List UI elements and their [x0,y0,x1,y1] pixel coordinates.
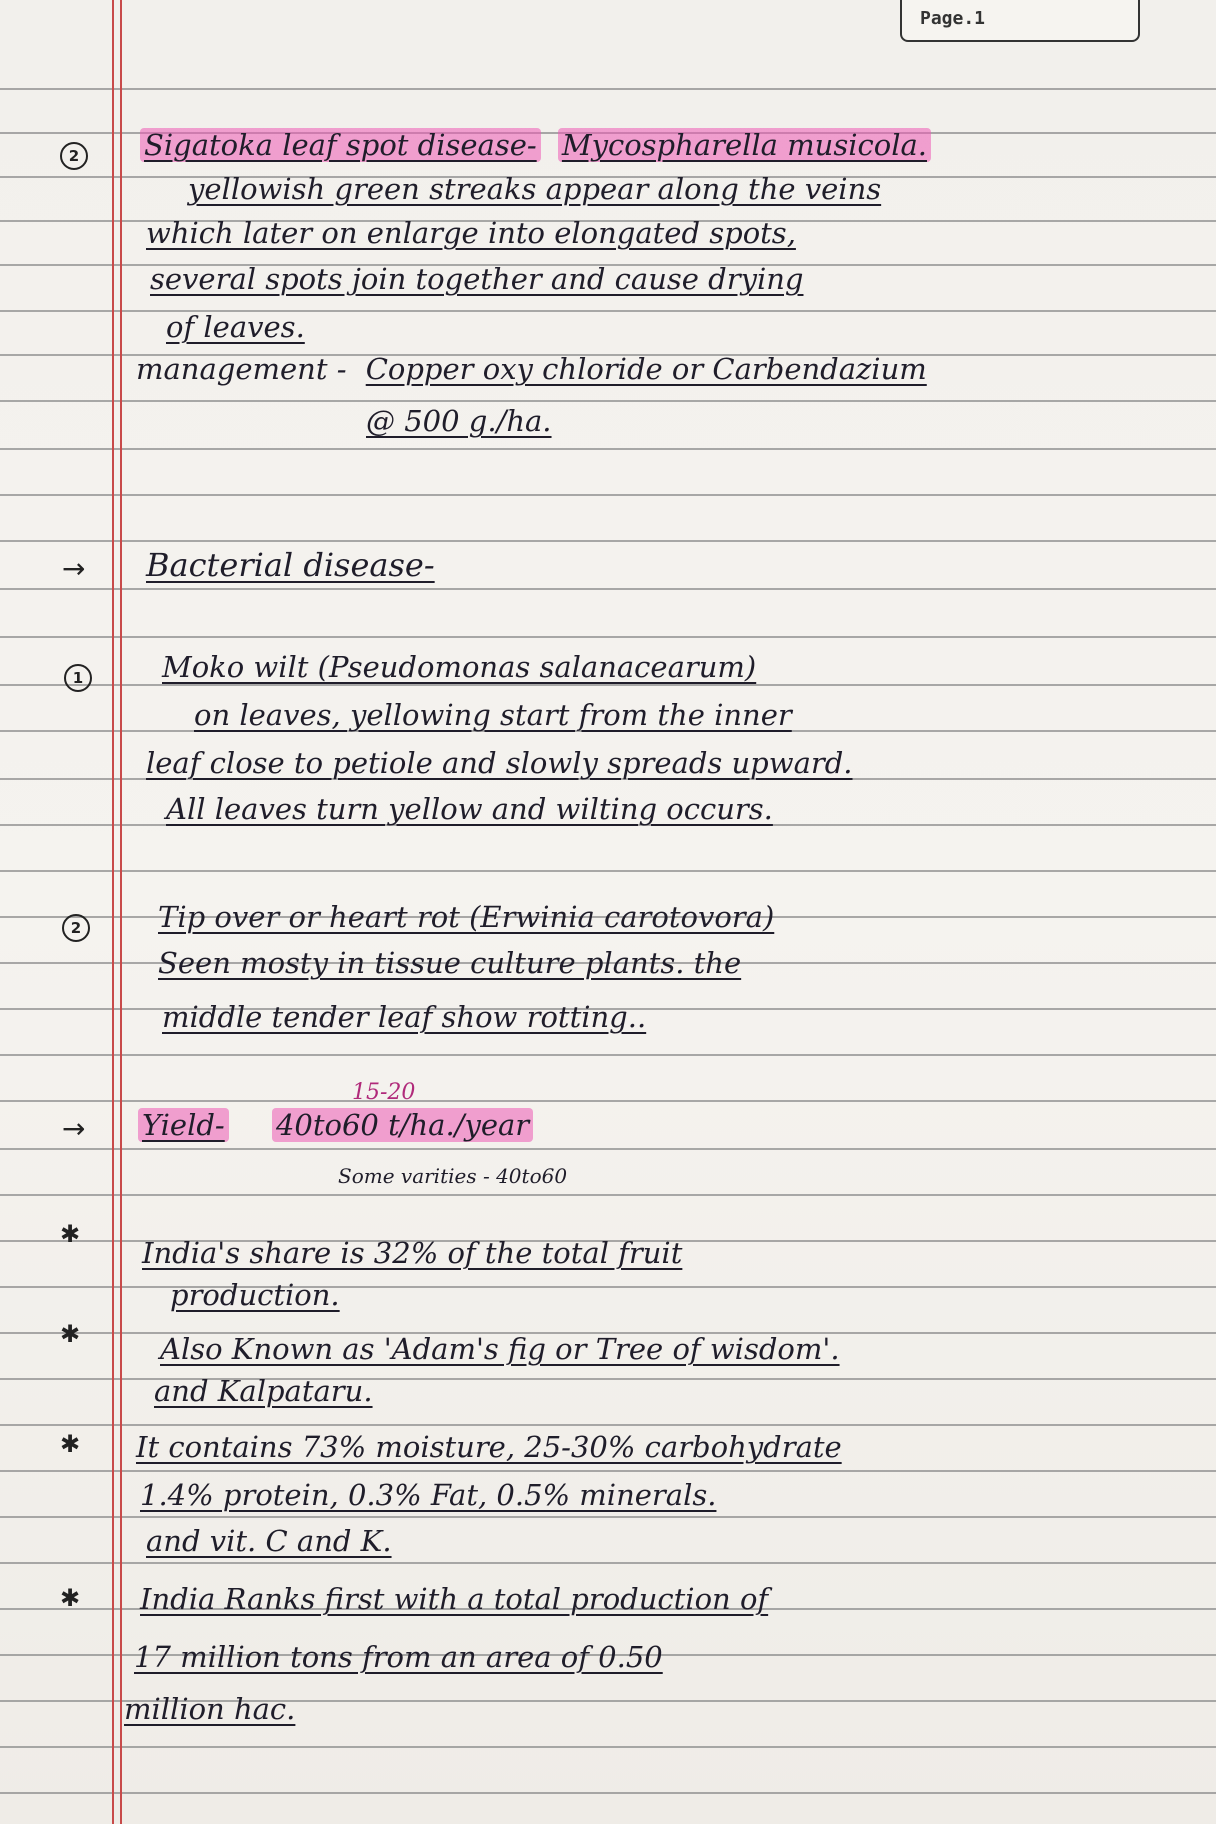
fact-line: India's share is 32% of the total fruit [142,1236,683,1270]
management-text: Copper oxy chloride or Carbendazium [365,352,927,386]
text-line: Tip over or heart rot (Erwinia carotovora) [158,900,775,934]
star-icon: ✱ [60,1220,81,1248]
management-label: management - [136,352,347,386]
fact-line: production. [170,1278,340,1312]
text-line: several spots join together and cause drying [150,262,804,296]
text-line: middle tender leaf show rotting.. [162,1000,647,1034]
text-line: leaf close to petiole and slowly spreads upward. [146,746,853,780]
page-number: Page.1 [920,8,986,29]
yield-label: Yield- [138,1108,229,1142]
management-line [136,352,927,386]
text-line: which later on enlarge into elongated spots, [146,216,796,250]
yield-value: 40to60 t/ha./year [272,1108,533,1142]
text-line: of leaves. [166,310,305,344]
arrow-icon: → [62,1112,86,1145]
fact-line: It contains 73% moisture, 25-30% carbohydrate [136,1430,842,1464]
fact-line: 1.4% protein, 0.3% Fat, 0.5% minerals. [140,1478,717,1512]
management-dose: @ 500 g./ha. [366,404,552,438]
fact-line: 17 million tons from an area of 0.50 [134,1640,663,1674]
fact-line: and Kalpataru. [154,1374,373,1408]
text-line: on leaves, yellowing start from the inner [194,698,792,732]
item-number-marker: 2 [62,914,90,942]
disease-title: Sigatoka leaf spot disease- [140,128,541,162]
yield-line [138,1108,533,1142]
fact-line: and vit. C and K. [146,1524,392,1558]
yield-note: Some varities - 40to60 [338,1164,568,1188]
margin-line-left [112,0,114,1824]
text-line: yellowish green streaks appear along the veins [188,172,882,206]
fact-line: India Ranks first with a total production of [140,1582,769,1616]
margin-line-right [120,0,122,1824]
star-icon: ✱ [60,1430,81,1458]
disease-title-line [140,128,931,162]
section-number-marker: 2 [60,142,88,170]
text-line: Seen mosty in tissue culture plants. the [158,946,742,980]
star-icon: ✱ [60,1584,81,1612]
arrow-icon: → [62,552,86,585]
fact-line: Also Known as 'Adam's fig or Tree of wisdom'. [160,1332,840,1366]
pathogen-name: Mycospharella musicola. [558,128,931,162]
section-heading: Bacterial disease- [146,546,435,584]
star-icon: ✱ [60,1320,81,1348]
text-line: All leaves turn yellow and wilting occurs. [166,792,773,826]
yield-annotation: 15-20 [352,1080,416,1105]
text-line: Moko wilt (Pseudomonas salanacearum) [162,650,757,684]
page-number-box [900,0,1140,42]
fact-line: million hac. [124,1692,296,1726]
item-number-marker: 1 [64,664,92,692]
